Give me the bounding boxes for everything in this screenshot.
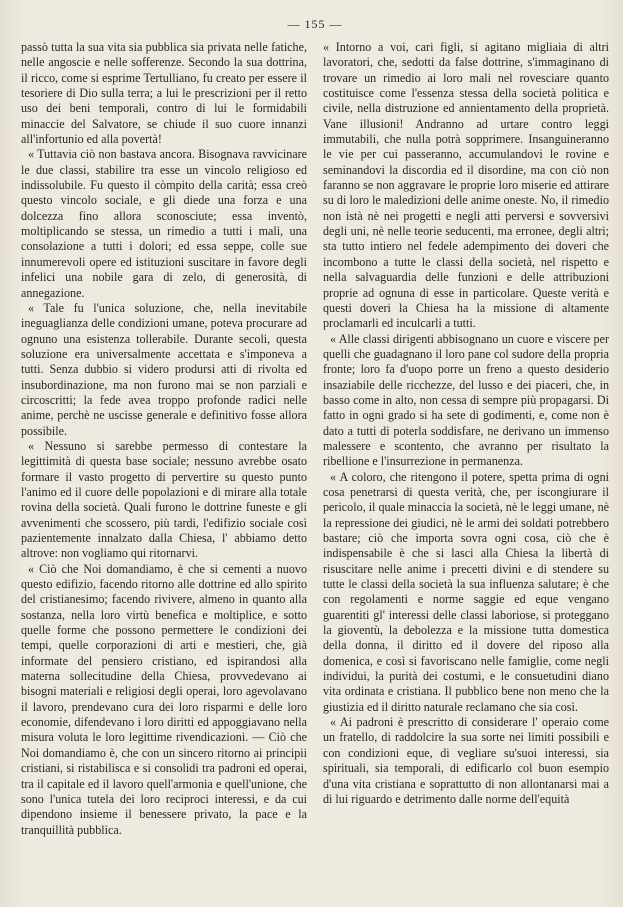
- right-column: [323, 40, 609, 838]
- paragraph: « Ciò che Noi domandiamo, è che si cementi a nuovo questo edifizio, facendo ritorno alle dottrine ed allo spirito del cristianesimo; facendo rivivere, almeno in quanto alla sostanza, nella loro virtù benefica e moltiplice, e sotto quelle forme che possono permettere le condizioni dei tempi, quelle corporazioni di arti e mestieri, che, già informate del pensiero cristiano, ed ispirandosi alla materna sollecitudine della Chiesa, provvedevano ai bisogni materiali e religiosi degli operai, loro agevolavano il lavoro, prendevano cura dei loro risparmi e delle loro economie, difendevano i loro diritti ed appoggiavano nella misura voluta le loro legittime rivendicazioni. — Ciò che Noi domandiamo è, che con un sincero ritorno ai principii cristiani, si ristabilisca e si consolidi tra padroni ed operai, tra il capitale ed il lavoro quell'armonia e quell'unione, che sono l'unica tutela dei loro reciproci interessi, e da cui dipendono insieme il benessere privato, la pace e la tranquillità pubblica.: [21, 561, 307, 837]
- paragraph: « Tuttavia ciò non bastava ancora. Bisognava ravvicinare le due classi, stabilire tra esse un vincolo religioso ed indissolubile. Fu questo il còmpito della carità; essa creò questo vincolo sociale, e gli diede una forza e una dolcezza fino allora sconosciute; essa inventò, moltiplicando se stessa, un rimedio a tutti i mali, una consolazione a tutti i dolori; ed essa seppe, colle sue innumerevoli opere ed istituzioni suscitare in favore degli infelici una nobile gara di zelo, di generosità, di annegazione.: [21, 147, 307, 300]
- page-number: — 155 —: [287, 17, 343, 31]
- paragraph: « Tale fu l'unica soluzione, che, nella inevitabile ineguaglianza delle condizioni umane, poteva procurare ad ognuno una esistenza tollerabile. Durante secoli, questa soluzione era universalmente accettata e s'imponeva a tutti. Senza dubbio si videro prodursi atti di rivolta ed insubordinazione, ma non furono mai se non parziali e circoscritti; la fede avea troppo profonde radici nelle anime, perchè ne uscisse generale e definitivo fosse allora possibile.: [21, 300, 307, 438]
- text-columns: [21, 40, 609, 838]
- paragraph: « Nessuno si sarebbe permesso di contestare la legittimità di questa base sociale; nessuno avrebbe osato formare il vasto progetto di pervertire su questo punto l'animo ed il cuore delle popolazioni e di mirare alla totale rovina della società. Quali furono le dottrine funeste e gli avvenimenti che scossero, più tardi, l'edifizio sociale così pazientemente innalzato dalla Chiesa, l' abbiamo detto altrove: non vogliamo qui ritornarvi.: [21, 438, 307, 561]
- paragraph: « Ai padroni è prescritto di considerare l' operaio come un fratello, di raddolcire la sua sorte nei limiti possibili e con condizioni eque, di vegliare su'suoi interessi, sia spirituali, sia temporali, di edificarlo col buon esempio d'una vita cristiana e soprattutto di non allontanarsi mai a di lui riguardo e detrimento dalle norme dell'equità: [323, 715, 609, 806]
- left-column: [21, 40, 307, 838]
- paragraph: passò tutta la sua vita sia pubblica sia privata nelle fatiche, nelle angoscie e nelle sofferenze. Secondo la sua dottrina, il ricco, come si esprime Tertulliano, fu creato per essere il tesoriere di Dio sulla terra; a lui le prescrizioni per il retto uso dei beni temporali, contro di lui le formidabili minaccie del Salvatore, se chiude il suo cuore innanzi all'infortunio ed alla povertà!: [21, 40, 307, 147]
- paragraph: « Intorno a voi, cari figli, si agitano migliaia di altri lavoratori, che, sedotti da false dottrine, s'immaginano di trovare un rimedio ai loro mali nel rovesciare quanto costituisce come l'essenza stessa della società politica e civile, nella distruzione ed annientamento della proprietà. Vane illusioni! Andranno ad urtare contro leggi immutabili, che nulla potrà sopprimere. Insanguineranno le vie per cui passeranno, accumulandovi le rovine e seminandovi la discordia ed il disordine, ma con ciò non faranno se non aggravare le proprie loro miserie ed attirare su di loro le maledizioni delle anime oneste. No, il rimedio non istà nè nei progetti e negli atti perversi e sovversivi degli uni, nè nelle teorie seducenti, ma erronee, degli altri; sta tutto intiero nel fedele adempimento dei doveri che incombono a tutte le classi della società, nel rispetto e nella salvaguardia delle funzioni e delle attribuzioni proprie ad ognuna di esse in particolare. Queste verità e questi doveri la Chiesa ha la missione di altamente proclamarli ed inculcarli a tutti.: [323, 40, 609, 331]
- paragraph: « A coloro, che ritengono il potere, spetta prima di ogni cosa penetrarsi di questa verità, che, per iscongiurare il pericolo, il quale minaccia la società, nè le leggi umane, nè la repressione dei giudici, nè le armi dei soldati potrebbero bastare; ciò che importa sovra ogni cosa, ciò che è indispensabile è che si lasci alla Chiesa la libertà di risuscitare nelle anime i precetti divini e di stendere su tutte le classi della società la sua influenza salutare; è che con regolamenti e norme saggie ed eque vengano guarentiti gl' interessi delle classi laboriose, si proteggano la gioventù, la debolezza e la missione tutta domestica della donna, il diritto ed il dovere del riposo alla domenica, e così si favoriscano nelle famiglie, come negli individui, la purità dei costumi, e le consuetudini diano vita ordinata e cristiana. Il pubblico bene non meno che la giustizia ed il diritto naturale reclamano che sia così.: [323, 469, 609, 714]
- paragraph: « Alle classi dirigenti abbisognano un cuore e viscere per quelli che guadagnano il loro pane col sudore della propria fronte; loro fa d'uopo porre un freno a questo desiderio insaziabile delle ricchezze, del lusso e dei piaceri, che, in basso come in alto, non cessa di sempre più propagarsi. Di fatto in ogni grado si ha sete di godimenti, e, come non è dato a tutti di poterla soddisfare, ne derivano un immenso malessere e scontento, che avranno per risultato la ribellione e l'insurrezione in permanenza.: [323, 331, 609, 469]
